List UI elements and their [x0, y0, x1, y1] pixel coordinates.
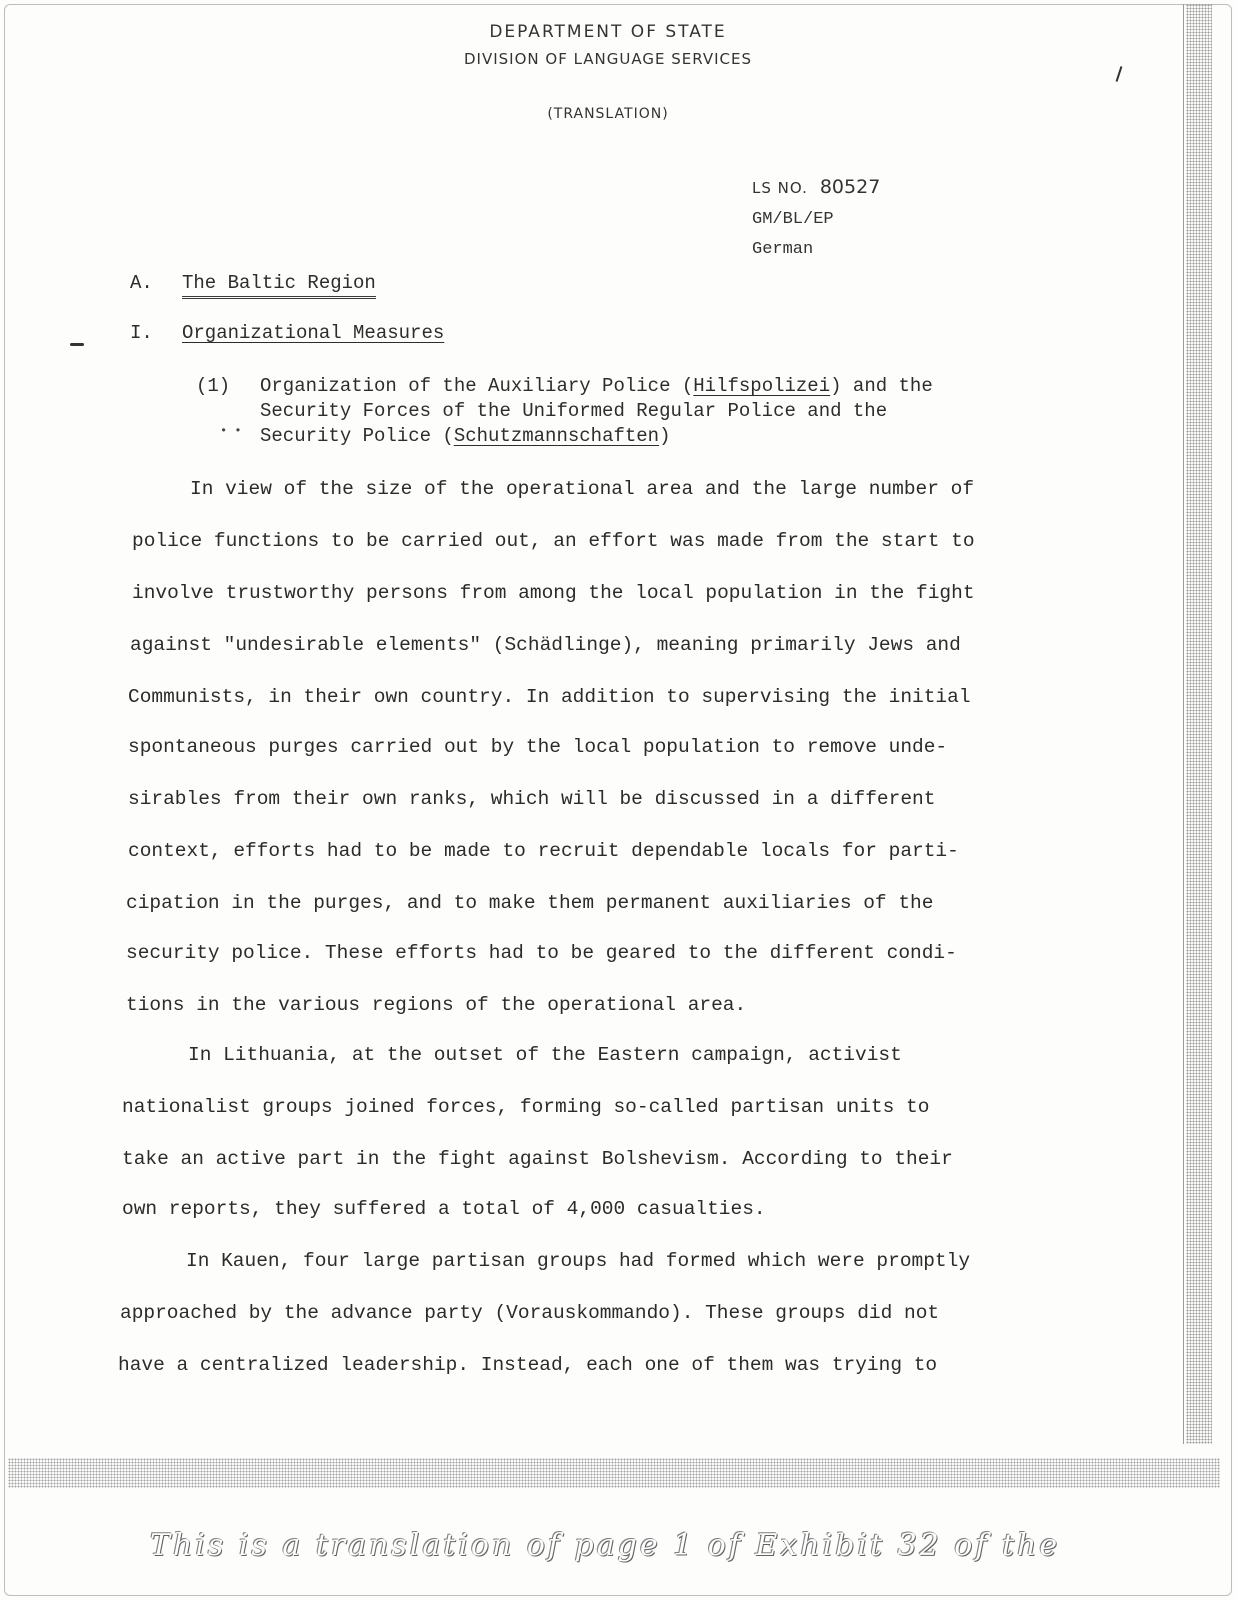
body-line: police functions to be carried out, an effort was made from the start to	[132, 530, 975, 552]
reference-code: GM/BL/EP	[752, 210, 834, 229]
section-a-title: The Baltic Region	[182, 272, 376, 299]
scanner-edge-right	[1186, 4, 1212, 1444]
body-line: approached by the advance party (Vorauskommando). These groups did not	[120, 1302, 940, 1324]
section-i-heading	[130, 322, 444, 344]
body-line: involve trustworthy persons from among the local population in the fight	[132, 582, 975, 604]
body-line: Communists, in their own country. In addition to supervising the initial	[128, 686, 971, 708]
subsection-text: Organization of the Auxiliary Police (	[260, 375, 694, 397]
subsection-number: (1)	[196, 375, 231, 397]
body-line: In view of the size of the operational area and the large number of	[190, 478, 975, 500]
scanner-edge-bottom	[8, 1458, 1220, 1488]
body-line: nationalist groups joined forces, forming so-called partisan units to	[122, 1096, 930, 1118]
stray-marks: • •	[220, 424, 242, 438]
subsection-title-line-1	[260, 374, 1020, 399]
translation-label: (TRANSLATION)	[547, 106, 669, 122]
subsection-text: ) and the	[830, 375, 933, 397]
scanner-edge-line	[1183, 4, 1184, 1444]
division-heading: DIVISION OF LANGUAGE SERVICES	[463, 50, 752, 68]
section-a-heading	[130, 272, 376, 294]
term-hilfspolizei: Hilfspolizei	[693, 375, 831, 397]
body-line: In Lithuania, at the outset of the Eastern campaign, activist	[188, 1044, 902, 1066]
term-schutzmannschaften: Schutzmannschaften	[453, 425, 660, 447]
subsection-title-line-3	[260, 424, 1020, 449]
source-language: German	[752, 240, 814, 259]
subsection-title-line-2: Security Forces of the Uniformed Regular Police and the	[260, 400, 888, 422]
ls-number-label: LS NO.	[752, 179, 808, 197]
margin-dash-mark	[70, 343, 84, 346]
section-i-marker: I.	[130, 322, 153, 344]
body-line: take an active part in the fight against Bolshevism. According to their	[122, 1148, 953, 1170]
section-a-marker: A.	[130, 272, 153, 294]
body-line: sirables from their own ranks, which will be discussed in a different	[128, 788, 936, 810]
subsection-title	[260, 374, 1020, 449]
subsection-text: Security Police (	[260, 425, 454, 447]
body-line: tions in the various regions of the operational area.	[126, 994, 747, 1016]
subsection-text: )	[659, 425, 671, 447]
body-line: against "undesirable elements" (Schädlinge), meaning primarily Jews and	[130, 634, 961, 656]
department-heading: DEPARTMENT OF STATE	[489, 22, 727, 42]
body-line: cipation in the purges, and to make them permanent auxiliaries of the	[126, 892, 934, 914]
body-line: In Kauen, four large partisan groups had formed which were promptly	[186, 1250, 971, 1272]
section-i-title: Organizational Measures	[182, 322, 445, 344]
body-line: have a centralized leadership. Instead, each one of them was trying to	[118, 1354, 938, 1376]
body-line: spontaneous purges carried out by the local population to remove unde-	[128, 736, 948, 758]
body-line: security police. These efforts had to be geared to the different condi-	[126, 942, 957, 964]
body-line: context, efforts had to be made to recruit dependable locals for parti-	[128, 840, 959, 862]
ls-number-value: 80527	[819, 176, 881, 198]
handwritten-footer-note: This is a translation of page 1 of Exhibit 32 of the	[150, 1528, 1061, 1563]
reference-block	[752, 172, 880, 265]
ls-number-line	[752, 172, 880, 205]
body-line: own reports, they suffered a total of 4,000 casualties.	[122, 1198, 766, 1220]
